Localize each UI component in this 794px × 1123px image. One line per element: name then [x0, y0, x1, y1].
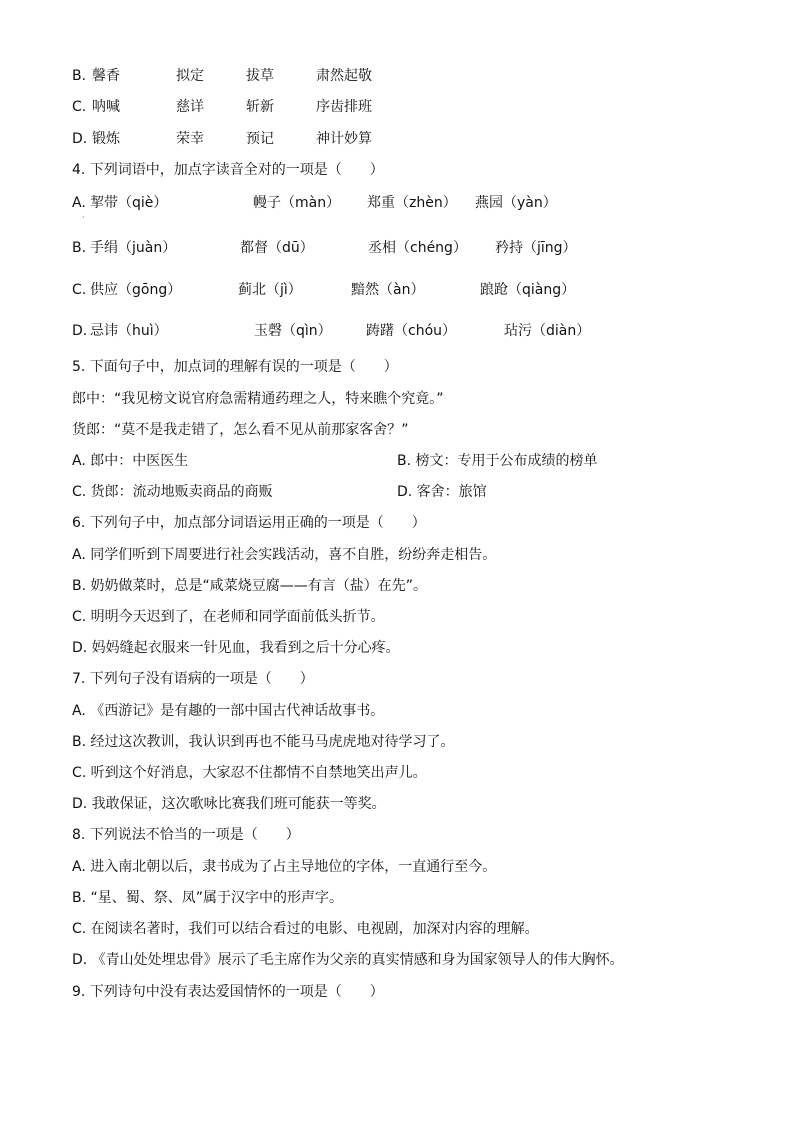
option-word: 踉跄（qiàng）: [480, 282, 576, 298]
option-word: 挈带（qiè）: [90, 195, 168, 211]
q5-option-c[interactable]: C. 货郎：流动地贩卖商品的商贩: [72, 484, 273, 500]
question-9-stem: 9. 下列诗句中没有表达爱国情怀的一项是（ ）: [72, 984, 384, 1000]
option-word: 呐喊: [92, 99, 120, 115]
option-label: B.: [72, 240, 87, 256]
option-word: 荣幸: [176, 131, 204, 147]
q5-option-a[interactable]: A. 郎中：中医医生: [72, 453, 189, 469]
q8-option-a[interactable]: A. 进入南北朝以后，隶书成为了占主导地位的字体，一直通行至今。: [72, 859, 497, 875]
option-word: 供应（gōng）: [90, 282, 182, 298]
q7-option-c[interactable]: C. 听到这个好消息，大家忍不住都情不自禁地笑出声儿。: [72, 765, 427, 781]
question-4-stem: 4. 下列词语中，加点字读音全对的一项是（ ）: [72, 162, 384, 178]
question-5-stem: 5. 下面句子中，加点词的理解有误的一项是（ ）: [72, 359, 398, 375]
q5-sentence-2: 货郎：“莫不是我走错了，怎么看不见从前那家客舍？”: [72, 422, 409, 438]
q5-option-d[interactable]: D. 客舍：旅馆: [397, 484, 487, 500]
q7-option-d[interactable]: D. 我敢保证，这次歌咏比赛我们班可能获一等奖。: [72, 796, 386, 812]
option-word: 玉磬（qìn）: [254, 323, 332, 339]
question-8-stem: 8. 下列说法不恰当的一项是（ ）: [72, 827, 300, 843]
q5-option-b[interactable]: B. 榜文：专用于公布成绩的榜单: [397, 453, 598, 469]
option-word: 馨香: [92, 68, 120, 84]
option-word: 序齿排班: [316, 99, 372, 115]
option-word: 燕园（yàn）: [475, 195, 557, 211]
option-word: 手绢（juàn）: [90, 240, 177, 256]
option-word: 锻炼: [92, 131, 120, 147]
option-word: 黯然（àn）: [351, 282, 425, 298]
option-word: 神计妙算: [316, 131, 372, 147]
question-7-stem: 7. 下列句子没有语病的一项是（ ）: [72, 671, 314, 687]
option-word: 拟定: [176, 68, 204, 84]
option-word: 郑重（zhèn）: [367, 195, 457, 211]
option-label: C.: [72, 282, 87, 298]
q6-option-a[interactable]: A. 同学们听到下周要进行社会实践活动，喜不自胜，纷纷奔走相告。: [72, 547, 497, 563]
option-word: 预记: [246, 131, 274, 147]
q5-sentence-1: 郎中：“我见榜文说官府急需精通药理之人，特来瞧个究竟。”: [72, 391, 444, 407]
option-word: 斩新: [246, 99, 274, 115]
option-word: 蓟北（jì）: [238, 282, 302, 298]
option-word: 慈详: [176, 99, 204, 115]
option-word: 都督（dū）: [240, 240, 314, 256]
option-word: 丞相（chéng）: [368, 240, 467, 256]
q8-option-b[interactable]: B. “星、蜀、祭、凤”属于汉字中的形声字。: [72, 890, 344, 906]
q8-option-d[interactable]: D. 《青山处处埋忠骨》展示了毛主席作为父亲的真实情感和身为国家领导人的伟大胸怀。: [72, 952, 624, 968]
option-word: 肃然起敬: [316, 68, 372, 84]
dot-mark: ·: [82, 213, 85, 222]
q7-option-b[interactable]: B. 经过这次教训，我认识到再也不能马马虎虎地对待学习了。: [72, 734, 455, 750]
option-label: C.: [72, 99, 87, 115]
q6-option-c[interactable]: C. 明明今天迟到了，在老师和同学面前低头折节。: [72, 609, 385, 625]
option-word: 幔子（màn）: [253, 195, 341, 211]
option-word: 拔草: [246, 68, 274, 84]
option-label: D.: [72, 131, 88, 147]
option-label: A.: [72, 195, 86, 211]
q6-option-b[interactable]: B. 奶奶做菜时，总是“咸菜烧豆腐——有言（盐）在先”。: [72, 578, 428, 594]
option-word: 玷污（diàn）: [504, 323, 591, 339]
q8-option-c[interactable]: C. 在阅读名著时，我们可以结合看过的电影、电视剧，加深对内容的理解。: [72, 921, 539, 937]
question-6-stem: 6. 下列句子中，加点部分词语运用正确的一项是（ ）: [72, 515, 426, 531]
option-word: 矜持（jīng）: [495, 240, 577, 256]
q6-option-d[interactable]: D. 妈妈缝起衣服来一针见血，我看到之后十分心疼。: [72, 640, 400, 656]
option-label: D.: [72, 323, 88, 339]
q7-option-a[interactable]: A. 《西游记》是有趣的一部中国古代神话故事书。: [72, 703, 385, 719]
option-label: B.: [72, 68, 87, 84]
option-word: 忌讳（huì）: [90, 323, 168, 339]
option-word: 踌躇（chóu）: [366, 323, 457, 339]
